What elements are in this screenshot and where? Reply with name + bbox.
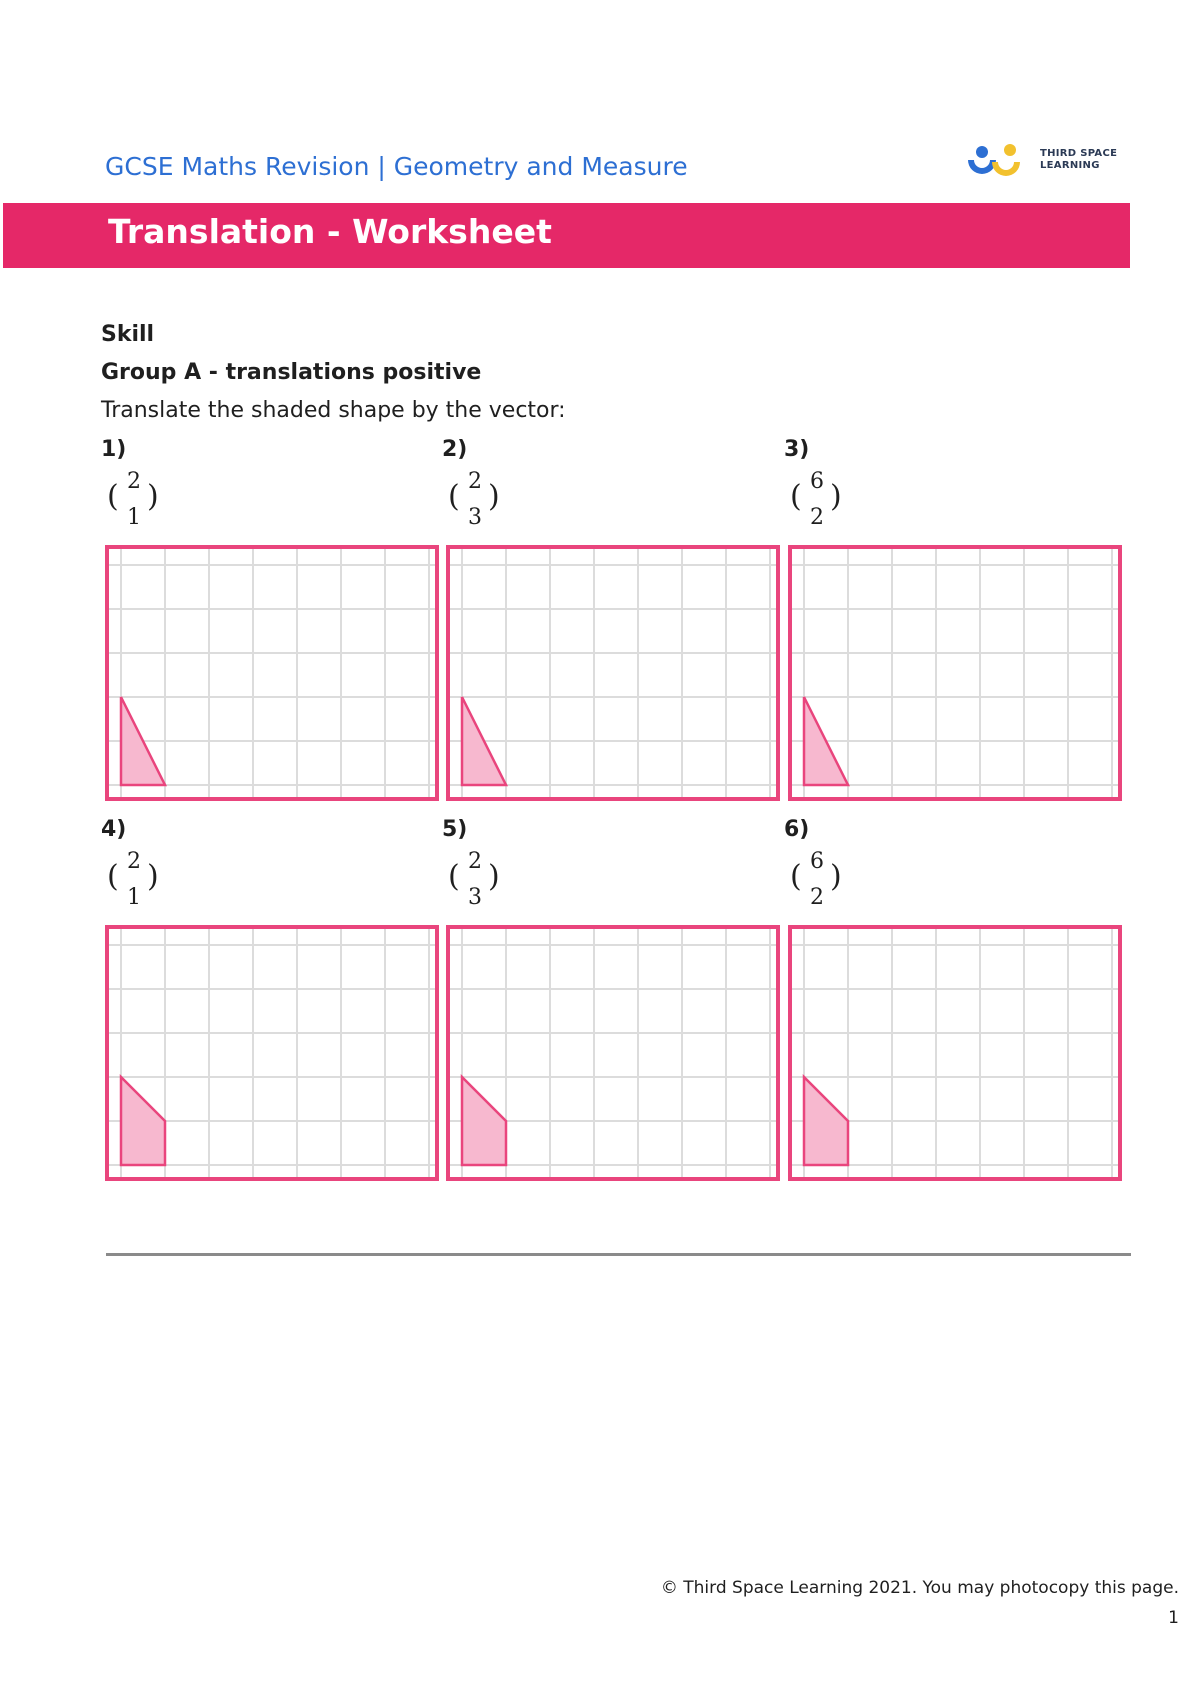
- logo-text: THIRD SPACE LEARNING: [1040, 148, 1118, 171]
- vector-top: 2: [468, 469, 482, 494]
- question-number: 5): [442, 817, 468, 842]
- column-vector: ( 2 3 ): [448, 469, 500, 530]
- page-number: 1: [1168, 1608, 1179, 1628]
- header-title: GCSE Maths Revision | Geometry and Measure: [105, 152, 688, 181]
- vector-top: 2: [468, 849, 482, 874]
- square-grid: [109, 549, 435, 797]
- question-number: 1): [101, 437, 127, 462]
- worksheet-title: Translation - Worksheet: [108, 212, 552, 251]
- square-grid: [450, 549, 776, 797]
- vector-top: 6: [810, 469, 824, 494]
- group-heading: Group A - translations positive: [101, 360, 482, 385]
- square-grid: [792, 549, 1118, 797]
- shaded-trapezium: [804, 1077, 848, 1165]
- grid-6: [788, 925, 1122, 1181]
- instruction-text: Translate the shaded shape by the vector:: [101, 398, 566, 423]
- divider-line: [106, 1253, 1131, 1256]
- vector-bottom: 2: [810, 885, 824, 910]
- square-grid: [450, 929, 776, 1177]
- vector-bottom: 3: [468, 505, 482, 530]
- shaded-trapezium: [121, 1077, 165, 1165]
- vector-top: 2: [127, 849, 141, 874]
- skill-heading: Skill: [101, 322, 155, 347]
- vector-bottom: 1: [127, 505, 141, 530]
- grid-3: [788, 545, 1122, 801]
- column-vector: ( 2 3 ): [448, 849, 500, 910]
- question-number: 2): [442, 437, 468, 462]
- question-number: 4): [101, 817, 127, 842]
- grid-1: [105, 545, 439, 801]
- square-grid: [109, 929, 435, 1177]
- grid-2: [446, 545, 780, 801]
- vector-top: 6: [810, 849, 824, 874]
- column-vector: ( 6 2 ): [790, 849, 842, 910]
- shaded-trapezium: [462, 1077, 506, 1165]
- grid-5: [446, 925, 780, 1181]
- square-grid: [792, 929, 1118, 1177]
- footer-copyright: © Third Space Learning 2021. You may photocopy this page.: [660, 1578, 1179, 1598]
- column-vector: ( 2 1 ): [107, 849, 159, 910]
- column-vector: ( 2 1 ): [107, 469, 159, 530]
- vector-bottom: 2: [810, 505, 824, 530]
- question-number: 3): [784, 437, 810, 462]
- grid-4: [105, 925, 439, 1181]
- vector-bottom: 1: [127, 885, 141, 910]
- vector-bottom: 3: [468, 885, 482, 910]
- column-vector: ( 6 2 ): [790, 469, 842, 530]
- question-number: 6): [784, 817, 810, 842]
- vector-top: 2: [127, 469, 141, 494]
